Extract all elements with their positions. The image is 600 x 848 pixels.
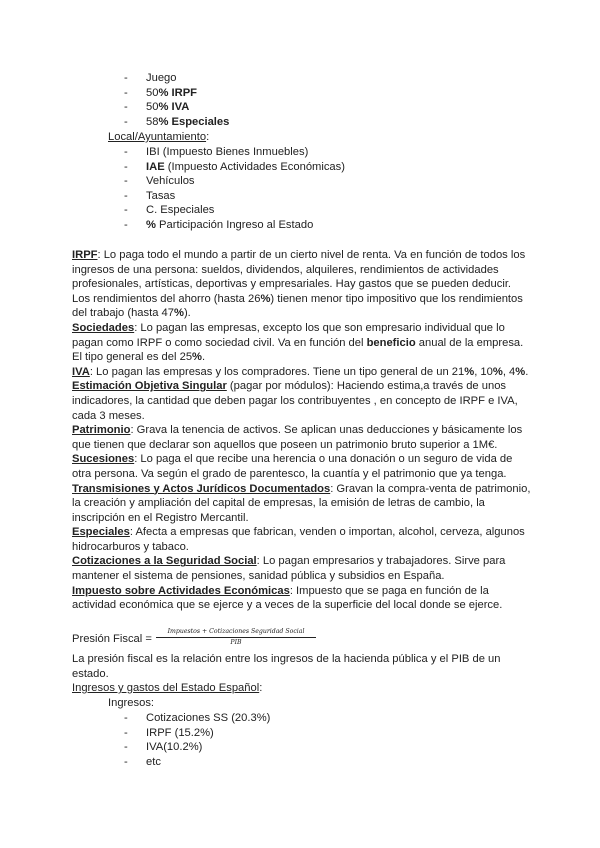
bullet-dash: - [124,175,128,188]
list-item [0,740,600,755]
list-item [0,218,600,233]
bullet-dash: - [124,72,128,84]
top-bullet-list [0,71,600,129]
list-item-text: 50% IVA [146,101,190,114]
list-item-text: Juego [146,72,177,84]
paragraph-presion: La presión fiscal es la relación entre los ingresos de la hacienda pública y el PIB de un estado. [72,653,501,680]
list-item-text: Vehículos [146,175,195,188]
bullet-dash: - [124,712,128,724]
paragraph-cotizaciones: Cotizaciones a la Seguridad Social: Lo pagan empresarios y trabajadores. Sirve para mantener el sistema de pensiones, sanidad pública y subsidios en España. [72,555,506,583]
list-item-text: 50% IRPF [146,86,197,99]
bullet-dash: - [124,101,128,114]
bullet-dash: - [124,189,128,202]
formula-denominator: PIB [230,639,242,646]
paragraph-sociedades: Sociedades: Lo pagan las empresas, excepto los que son empresario individual que lo pagan como IRPF o como sociedad civil. Va en función del beneficio anual de la empresa. El tipo general es del 25%. [72,321,524,364]
formula-label: Presión Fiscal = [72,633,152,645]
list-item [0,145,600,160]
paragraph-transmisiones: Transmisiones y Actos Jurídicos Documentados: Gravan la compra-venta de patrimonio, la creación y ampliación del capital de empresas, la emisión de letras de cambio, la inscripción en el Registro Mercantil. [72,482,531,524]
list-item [0,726,600,741]
bullet-dash: - [124,755,128,768]
list-item-text: IBI (Impuesto Bienes Inmuebles) [146,146,309,158]
list-item [0,711,600,726]
bullet-dash: - [124,146,128,158]
list-item-text: etc [146,755,161,768]
list-item [0,115,600,130]
list-item-text: Cotizaciones SS (20.3%) [146,712,271,724]
list-item-text: C. Especiales [146,204,215,217]
tax-definitions [72,248,532,613]
list-item [0,100,600,115]
local-heading: Local/Ayuntamiento: [108,131,210,143]
formula-numerator: Impuestos + Cotizaciones Seguridad Social [156,628,316,638]
bullet-dash: - [124,204,128,217]
list-item-text: IAE (Impuesto Actividades Económicas) [146,160,345,173]
list-item-text: IRPF (15.2%) [146,726,214,739]
list-item [0,86,600,101]
list-item-text: IVA(10.2%) [146,741,203,754]
bullet-dash: - [124,160,128,173]
bullet-dash: - [124,86,128,99]
presion-fiscal-text [72,652,532,681]
bullet-dash: - [124,726,128,739]
list-item [0,160,600,175]
ingresos-subheading: Ingresos: [108,697,155,709]
paragraph-especiales: Especiales: Afecta a empresas que fabrican, venden o importan, alcohol, cerveza, algunos hidrocarburos y tabaco. [72,526,525,553]
bullet-dash: - [124,218,128,231]
formula-fraction [156,628,316,647]
list-item [0,189,600,204]
list-item [0,71,600,86]
paragraph-sucesiones: Sucesiones: Lo paga el que recibe una herencia o una donación o un seguro de vida de otra persona. Va según el grado de parentesco, la cuantía y el patrimonio que ya tenga. [72,453,513,480]
paragraph-irpf: IRPF: Lo paga todo el mundo a partir de un cierto nivel de renta. Va en función de todos los ingresos de una persona: sueldos, dividendos, alquileres, rendimientos de actividades profesionales, artísticas, deportivas y empresariales. Hay gastos que se pueden deducir. Los rendimientos del ahorro (hasta 26%) tienen menor tipo impositivo que los rendimientos del trabajo (hasta 47%). [72,249,526,320]
list-item-text: % Participación Ingreso al Estado [146,218,314,231]
ingresos-list [0,711,600,769]
paragraph-patrimonio: Patrimonio: Grava la tenencia de activos. Se aplican unas deducciones y básicamente los que tienen que declarar son aquellos que poseen un patrimonio bruto superior a 1M€. [72,424,523,451]
local-bullet-list [0,145,600,233]
list-item-text: Tasas [146,189,176,202]
bullet-dash: - [124,741,128,754]
list-item-text: 58% Especiales [146,115,230,128]
paragraph-iva: IVA: Lo pagan las empresas y los compradores. Tiene un tipo general de un 21%, 10%, 4%. [72,365,529,378]
list-item [0,174,600,189]
bullet-dash: - [124,115,128,128]
ingresos-heading: Ingresos y gastos del Estado Español: [72,682,263,694]
list-item [0,755,600,770]
paragraph-estimacion: Estimación Objetiva Singular (pagar por módulos): Haciendo estima,a través de unos indicadores, la cantidad que deben pagar los contribuyentes , en concepto de IRPF e IVA, cada 3 meses. [72,380,518,422]
paragraph-iae: Impuesto sobre Actividades Económicas: Impuesto que se paga en función de la actividad económica que se ejerce y a veces de la superficie del local donde se ejerce. [72,584,503,612]
list-item [0,203,600,218]
